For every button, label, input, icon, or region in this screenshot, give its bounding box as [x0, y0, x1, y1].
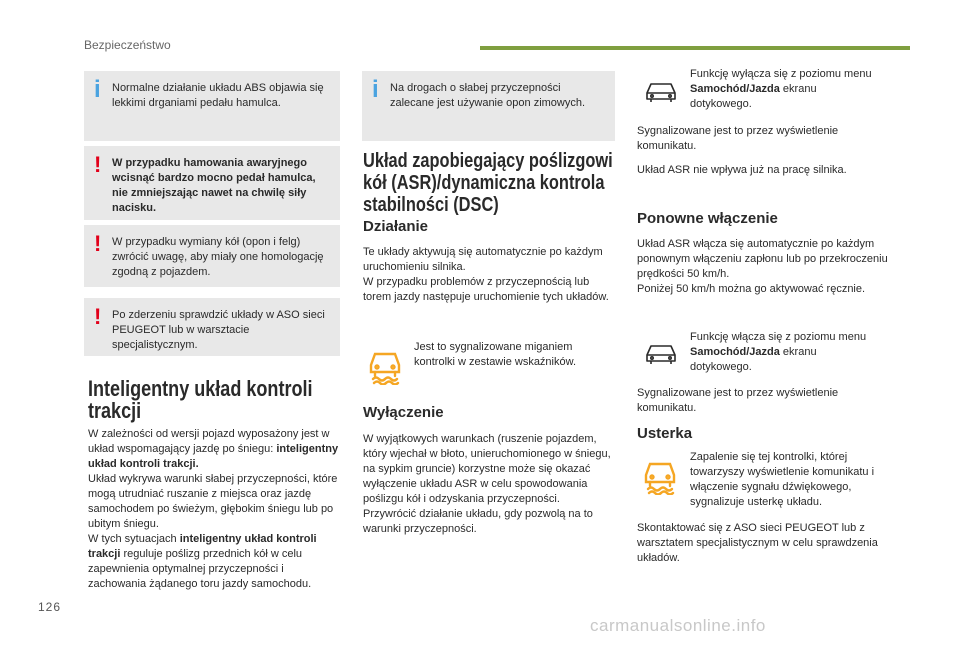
- disable-menu-text: [690, 67, 880, 112]
- text-span: Te układy aktywują się automatycznie po każdym uruchomieniu silnika.: [363, 246, 603, 273]
- signal-message-text: Sygnalizowane jest to przez wyświetlenie komunikatu.: [637, 387, 839, 414]
- menu-path: Samochód/Jazda: [690, 346, 780, 358]
- signal-message-text: Sygnalizowane jest to przez wyświetlenie komunikatu.: [637, 125, 839, 152]
- text-bold: inteligentny układ kontroli trakcji: [88, 533, 317, 560]
- text-bold: inteligentny układ kontroli trakcji.: [88, 443, 339, 470]
- section-accent-bar: [480, 46, 910, 50]
- warning-icon: !: [94, 304, 102, 329]
- subheading-fault: Usterka: [637, 425, 693, 442]
- note-text: W przypadku hamowania awaryjnego wcisnąć bardzo mocno pedał hamulca, nie zmniejszając nawet na chwilę siły nacisku.: [112, 157, 316, 214]
- asr-engine-text: Układ ASR nie wpływa już na pracę silnika.: [637, 164, 847, 176]
- info-icon: i: [94, 76, 101, 103]
- text-span: Układ wykrywa warunki słabej przyczepności, które mogą utrudniać ruszanie z miejsca oraz jazdę samochodem po świeżym, głębokim śniegu lub po ubitym śniegu.: [88, 473, 338, 530]
- indicator-text: Jest to sygnalizowane miganiem kontrolki w zestawie wskaźników.: [414, 341, 577, 368]
- car-menu-icon: [644, 342, 678, 366]
- warning-note-collision: [84, 298, 340, 356]
- info-note-winter-tyres: [362, 71, 615, 141]
- operation-text: [363, 245, 613, 305]
- menu-path: Samochód/Jazda: [690, 83, 780, 95]
- info-icon: i: [372, 76, 379, 103]
- text-span: Funkcję wyłącza się z poziomu menu: [690, 68, 872, 80]
- text-span: ekranu dotykowego.: [690, 83, 817, 110]
- warning-note-emergency-braking: [84, 146, 340, 220]
- fault-text: Zapalenie się tej kontrolki, której towarzyszy wyświetlenie komunikatu i włączenie sygnału dźwiękowego, sygnalizuje usterkę układu.: [690, 451, 875, 508]
- note-text: Na drogach o słabej przyczepności zalecane jest używanie opon zimowych.: [390, 82, 586, 109]
- car-menu-icon: [644, 80, 678, 104]
- text-span: W tych sytuacjach: [88, 533, 177, 545]
- subheading-disable: Wyłączenie: [363, 404, 444, 421]
- page-number: 126: [38, 600, 62, 614]
- text-span: W zależności od wersji pojazd wyposażony jest w układ wspomagający jazdę po śniegu:: [88, 428, 330, 455]
- text-span: W przypadku problemów z przyczepnością lub torem jazdy następuje uruchomienie tych układów.: [363, 276, 609, 303]
- info-note-abs: [84, 71, 340, 141]
- text-span: Układ ASR włącza się automatycznie po każdym ponownym włączeniu zapłonu lub po przekroczeniu prędkości 50 km/h.: [637, 238, 888, 280]
- note-text: W przypadku wymiany kół (opon i felg) zwrócić uwagę, aby miały one homologację zgodną z pojazdem.: [112, 236, 324, 278]
- enable-menu-text: [690, 330, 880, 375]
- warning-note-wheel-change: [84, 225, 340, 287]
- text-span: W wyjątkowych warunkach (ruszenie pojazdem, który wjechał w błoto, unieruchomionego w śniegu, na sypkim gruncie) korzystne może się okazać wyłączenie układu ASR w celu spowodowania poślizgu kół i odzyskania przyczepności.: [363, 433, 611, 505]
- text-span: Funkcję włącza się z poziomu menu: [690, 331, 867, 343]
- contact-service-text: Skontaktować się z ASO sieci PEUGEOT lub z warsztatem specjalistycznym w celu sprawdzenia układów.: [637, 522, 878, 564]
- disable-text: [363, 432, 618, 537]
- traction-control-text: [88, 427, 344, 592]
- text-span: Przywrócić działanie układu, gdy pozwolą na to warunki przyczepności.: [363, 508, 593, 535]
- text-span: ekranu dotykowego.: [690, 346, 817, 373]
- subheading-reactivation: Ponowne włączenie: [637, 210, 778, 227]
- watermark: carmanualsonline.info: [590, 616, 766, 635]
- skid-warning-lamp-icon: [641, 455, 679, 495]
- heading-asr-dsc: Układ zapobiegający poślizgowi kół (ASR)/dynamiczna kontrola stabilności (DSC): [363, 150, 613, 216]
- warning-icon: !: [94, 231, 102, 256]
- note-text: Normalne działanie układu ABS objawia się lekkimi drganiami pedału hamulca.: [112, 82, 324, 109]
- section-title: Bezpieczeństwo: [84, 38, 171, 52]
- skid-warning-lamp-icon: [366, 345, 404, 385]
- warning-icon: !: [94, 152, 102, 177]
- subheading-operation: Działanie: [363, 218, 429, 235]
- heading-traction-control: Inteligentny układ kontroli trakcji: [88, 376, 313, 423]
- note-text: Po zderzeniu sprawdzić układy w ASO sieci PEUGEOT lub w warsztacie specjalistycznym.: [112, 309, 325, 351]
- text-span: Poniżej 50 km/h można go aktywować ręcznie.: [637, 283, 866, 295]
- reactivation-text: [637, 237, 902, 297]
- text-span: reguluje poślizg przednich kół w celu zapewnienia optymalnej przyczepności i zachowania żądanego toru jazdy samochodu.: [88, 548, 312, 590]
